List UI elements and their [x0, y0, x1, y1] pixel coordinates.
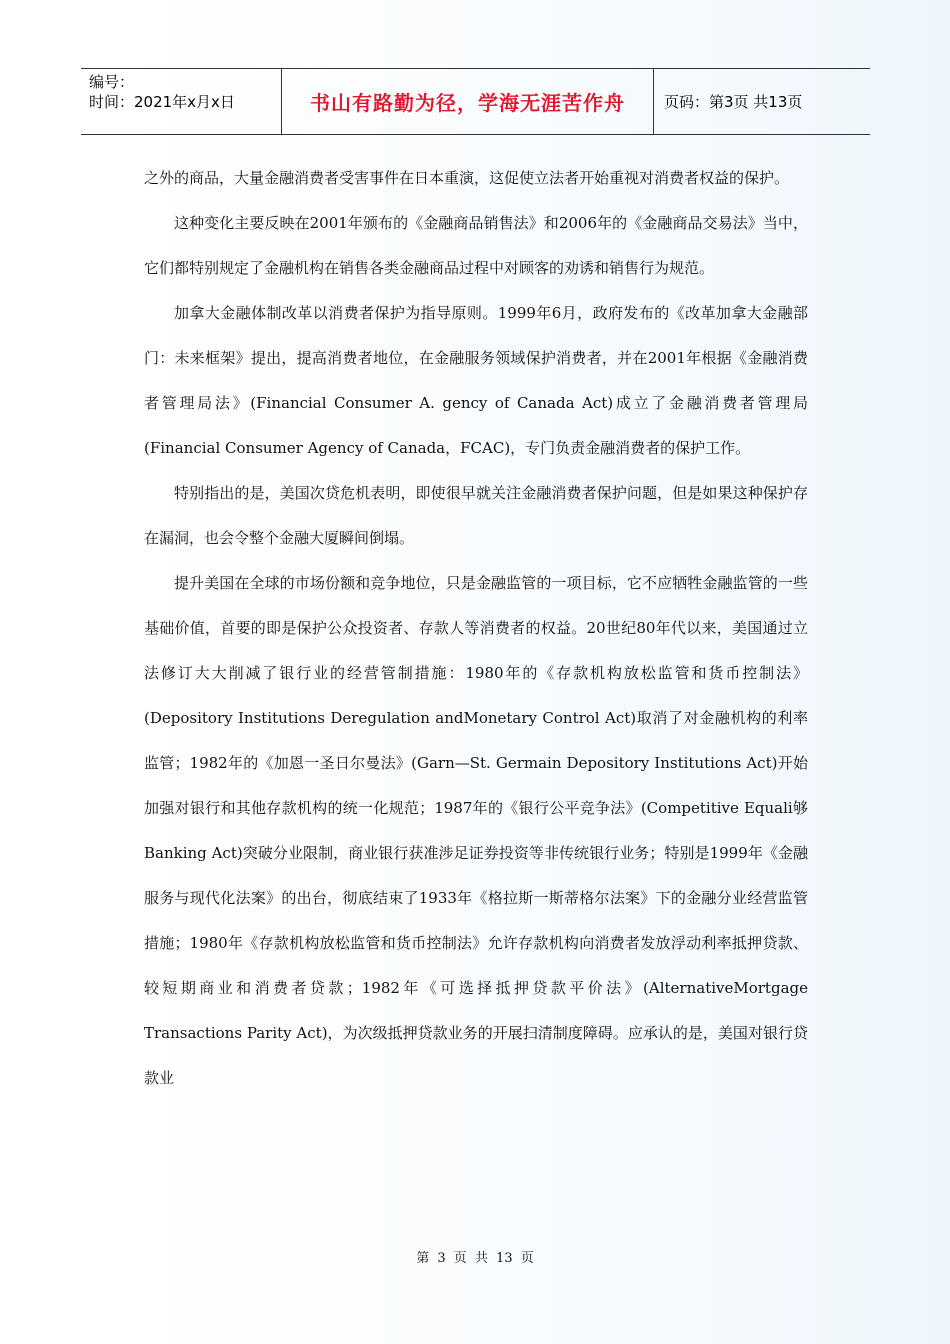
- header-motto: 书山有路勤为径，学海无涯苦作舟: [282, 69, 654, 134]
- paragraph: 加拿大金融体制改革以消费者保护为指导原则。1999年6月，政府发布的《改革加拿大金融部门：未来框架》提出，提高消费者地位，在金融服务领域保护消费者，并在2001年根据《金融消费者管理局法》(Financial Consumer A. gency of Canada Act)成立了金融消费者管理局(Financial Consumer Agency of Canada，FCAC)，专门负责金融消费者的保护工作。: [144, 304, 808, 457]
- document-time-label: 时间：2021年x月x日: [89, 93, 235, 111]
- document-number-label: 编号：: [89, 73, 135, 91]
- paragraph: 提升美国在全球的市场份额和竞争地位，只是金融监管的一项目标，它不应牺牲金融监管的一些基础价值，首要的即是保护公众投资者、存款人等消费者的权益。20世纪80年代以来，美国通过立法修订大大削减了银行业的经营管制措施：1980年的《存款机构放松监管和货币控制法》(Depository Institutions Deregulation andMonetary Control Act)取消了对金融机构的利率监管；1982年的《加恩一圣日尔曼法》(Garn—St. Germain Depository Institutions Act)开始加强对银行和其他存款机构的统一化规范；1987年的《银行公平竞争法》(Competitive Equali够Banking Act)突破分业限制，商业银行获准涉足证券投资等非传统银行业务；特别是1999年《金融服务与现代化法案》的出台，彻底结束了1933年《格拉斯一斯蒂格尔法案》下的金融分业经营监管措施；1980年《存款机构放松监管和货币控制法》允许存款机构向消费者发放浮动利率抵押贷款、较短期商业和消费者贷款；1982年《可选择抵押贷款平价法》(AlternativeMortgage Transactions Parity Act)，为次级抵押贷款业务的开展扫清制度障碍。应承认的是，美国对银行贷款业: [144, 574, 808, 1087]
- document-body: [144, 156, 808, 1101]
- page-footer: 第 3 页 共 13 页: [416, 1251, 534, 1266]
- paragraph: 这种变化主要反映在2001年颁布的《金融商品销售法》和2006年的《金融商品交易法》当中，它们都特别规定了金融机构在销售各类金融商品过程中对顾客的劝诱和销售行为规范。: [144, 214, 808, 277]
- header-meta-cell: [81, 69, 282, 134]
- page-header: [81, 68, 870, 135]
- paragraph: 之外的商品，大量金融消费者受害事件在日本重演，这促使立法者开始重视对消费者权益的保护。: [144, 169, 790, 187]
- header-page-info: 页码：第3页 共13页: [664, 93, 803, 111]
- paragraph: 特别指出的是，美国次贷危机表明，即使很早就关注金融消费者保护问题，但是如果这种保护存在漏洞，也会令整个金融大厦瞬间倒塌。: [144, 484, 808, 547]
